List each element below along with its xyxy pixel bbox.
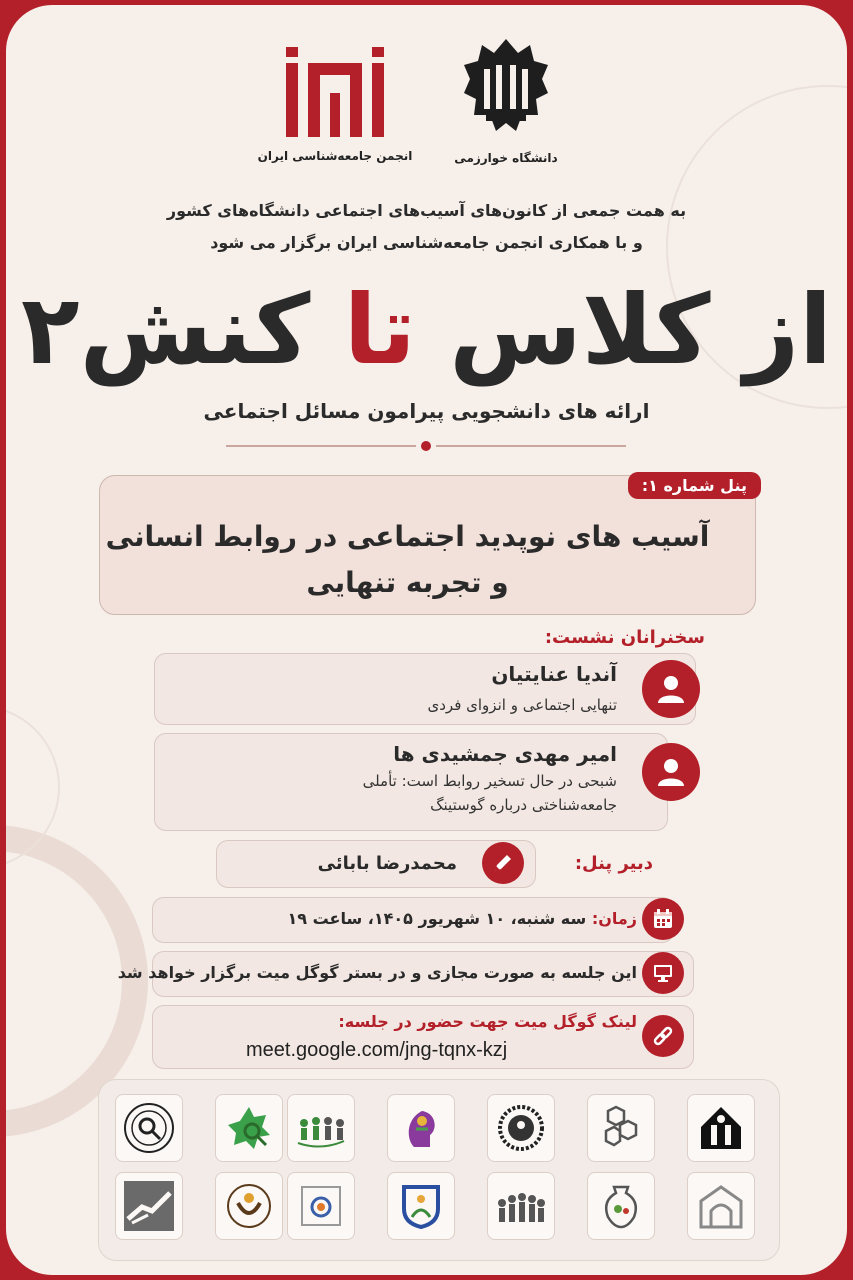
time-row — [287, 909, 637, 928]
partner-logos-panel — [98, 1079, 780, 1261]
hexagon-logo-icon — [587, 1094, 655, 1162]
panel-card — [99, 475, 756, 615]
people-group-logo-icon — [287, 1094, 355, 1162]
panel-number-tag: پنل شماره ۱: — [628, 472, 761, 499]
speaker-topic-line-2: جامعه‌شناختی درباره گوستینگ — [430, 796, 617, 814]
title-part-2: تا — [343, 274, 416, 386]
kharazmi-label: دانشگاه خوارزمی — [454, 151, 558, 165]
circle-seal-logo-icon — [487, 1094, 555, 1162]
speaker-topic-line-1: شبحی در حال تسخیر روابط است: تأملی — [362, 772, 617, 790]
title-part-3: کنش۲ — [20, 274, 311, 386]
time-label: زمان: — [591, 909, 637, 928]
vase-logo-icon — [587, 1172, 655, 1240]
iran-sociological-association-logo-icon — [280, 41, 390, 145]
time-value: سه شنبه، ۱۰ شهریور ۱۴۰۵، ساعت ۱۹ — [287, 909, 587, 928]
purple-head-logo-icon — [387, 1094, 455, 1162]
platform-text: این جلسه به صورت مجازی و در بستر گوگل میت برگزار خواهد شد — [117, 963, 637, 982]
intro-line-1: به همت جمعی از کانون‌های آسیب‌های اجتماعی دانشگاه‌های کشور — [166, 201, 687, 220]
blue-shield-logo-icon — [387, 1172, 455, 1240]
person-icon — [642, 660, 700, 718]
speaker-name: آندیا عنایتیان — [491, 662, 617, 686]
arch-building-logo-icon — [687, 1172, 755, 1240]
education-logo-icon — [687, 1094, 755, 1162]
crowd-logo-icon — [487, 1172, 555, 1240]
person-icon — [642, 743, 700, 801]
divider-dot — [421, 441, 431, 451]
sociological-association-label: انجمن جامعه‌شناسی ایران — [257, 149, 413, 163]
moderator-name: محمدرضا بابائی — [317, 853, 457, 874]
panel-title — [100, 514, 715, 606]
event-subtitle: ارائه های دانشجویی پیرامون مسائل اجتماعی — [203, 399, 650, 423]
green-star-logo-icon — [215, 1094, 283, 1162]
speaker-name: امیر مهدی جمشیدی ها — [393, 742, 617, 766]
pencil-icon — [482, 842, 524, 884]
kharazmi-logo-block — [446, 35, 566, 165]
frame-seal-logo-icon — [287, 1172, 355, 1240]
meet-link[interactable]: meet.google.com/jng-tqnx-kzj — [246, 1039, 508, 1061]
panel-title-line-1: آسیب های نوپدید اجتماعی در روابط انسانی — [105, 520, 710, 553]
title-part-1: از کلاس — [449, 274, 833, 386]
intro-line-2: و با همکاری انجمن جامعه‌شناسی ایران برگزار می شود — [210, 233, 643, 252]
university-figure-logo-icon — [215, 1172, 283, 1240]
round-stamp-logo-icon — [115, 1094, 183, 1162]
sociological-association-logo-block — [250, 41, 420, 163]
link-icon[interactable] — [642, 1015, 684, 1057]
speaker-topic — [363, 769, 617, 817]
poster-card — [6, 5, 847, 1275]
speaker-topic: تنهایی اجتماعی و انزوای فردی — [427, 696, 617, 714]
divider-line — [226, 445, 416, 447]
link-label: لینک گوگل میت جهت حضور در جلسه: — [338, 1012, 637, 1031]
event-title — [6, 275, 847, 385]
panel-title-line-2: و تجربه تنهایی — [306, 566, 509, 599]
calendar-icon — [642, 898, 684, 940]
divider-line — [436, 445, 626, 447]
helping-hands-logo-icon — [115, 1172, 183, 1240]
moderator-label: دبیر پنل: — [574, 853, 653, 874]
monitor-icon — [642, 952, 684, 994]
kharazmi-university-logo-icon — [458, 35, 554, 147]
speakers-heading: سخنرانان نشست: — [544, 627, 705, 648]
